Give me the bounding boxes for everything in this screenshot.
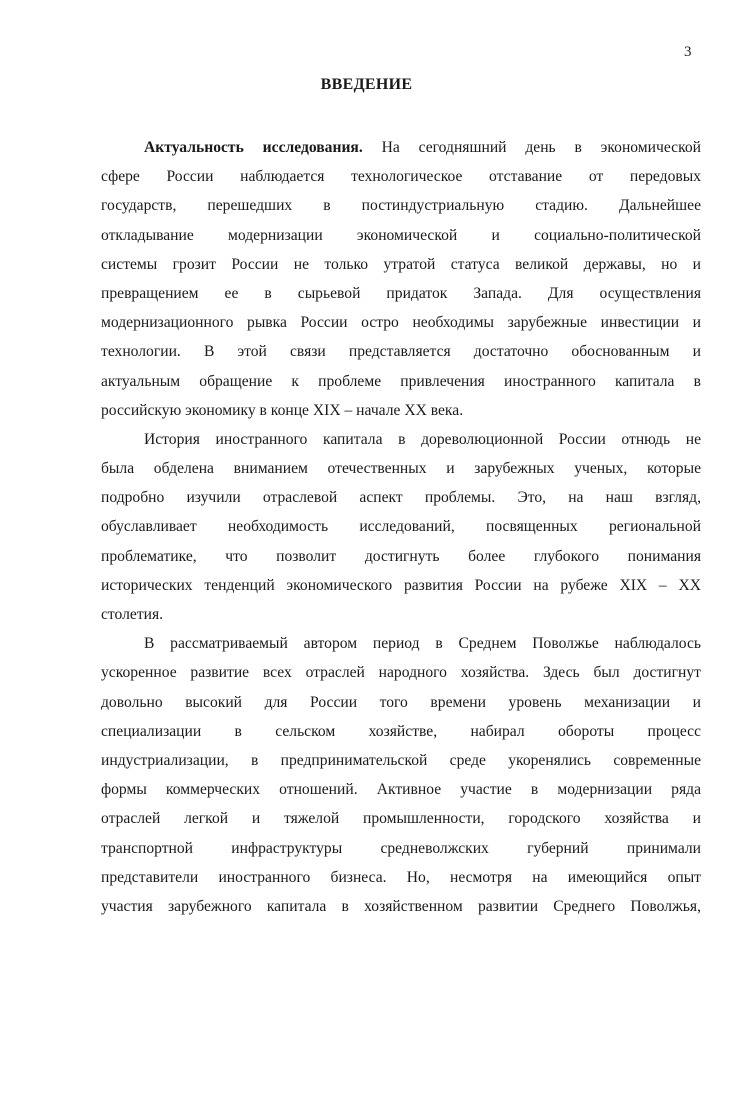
text-line: В рассматриваемый автором период в Среднем Поволжье наблюдалось <box>144 635 701 653</box>
text-line: откладывание модернизации экономической и социально-политической <box>101 226 701 244</box>
section-heading: ВВЕДЕНИЕ <box>320 76 413 93</box>
text-line: российскую экономику в конце XIX – начале XX века. <box>101 401 464 419</box>
text-line: столетия. <box>101 606 164 623</box>
text-line: обуславливает необходимость исследований, посвященных региональной <box>101 518 701 536</box>
page-number: 3 <box>684 44 692 60</box>
text-line: подробно изучили отраслевой аспект проблемы. Это, на наш взгляд, <box>101 489 701 507</box>
text-line: исторических тенденций экономического развития России на рубеже XIX – XX <box>101 576 701 594</box>
text-line: проблематике, что позволит достигнуть более глубокого понимания <box>101 547 701 565</box>
document-body <box>101 133 701 921</box>
text-line: участия зарубежного капитала в хозяйственном развитии Среднего Поволжья, <box>101 897 701 915</box>
bold-lead: Актуальность исследования. <box>144 139 363 156</box>
text-line: специализации в сельском хозяйстве, набирал обороты процесс <box>101 722 701 740</box>
text-line: ускоренное развитие всех отраслей народного хозяйства. Здесь был достигнут <box>101 664 701 682</box>
paragraph-historiography <box>101 425 701 629</box>
text-line: представители иностранного бизнеса. Но, несмотря на имеющийся опыт <box>101 868 701 886</box>
text-line: индустриализации, в предпринимательской среде укоренялись современные <box>101 751 701 769</box>
text-line: системы грозит России не только утратой статуса великой державы, но и <box>101 255 701 273</box>
paragraph-relevance <box>101 133 701 425</box>
text-line: государств, перешедших в постиндустриальную стадию. Дальнейшее <box>101 197 701 215</box>
text-line: технологии. В этой связи представляется достаточно обоснованным и <box>101 343 701 361</box>
text-line: транспортной инфраструктуры средневолжских губерний принимали <box>101 839 701 857</box>
text-line: отраслей легкой и тяжелой промышленности, городского хозяйства и <box>101 810 701 828</box>
text-line: была обделена вниманием отечественных и зарубежных ученых, которые <box>101 460 701 478</box>
text-line: актуальным обращение к проблеме привлечения иностранного капитала в <box>101 372 701 390</box>
text-line: сфере России наблюдается технологическое отставание от передовых <box>101 168 701 186</box>
text-line: формы коммерческих отношений. Активное участие в модернизации ряда <box>101 781 701 799</box>
text-line: модернизационного рывка России остро необходимы зарубежные инвестиции и <box>101 314 701 332</box>
text-line <box>101 133 701 162</box>
line-rest: На сегодняшний день в экономической <box>362 139 702 156</box>
text-line: История иностранного капитала в дореволюционной России отнюдь не <box>144 430 701 448</box>
paragraph-region <box>101 629 701 921</box>
text-line: превращением ее в сырьевой придаток Запада. Для осуществления <box>101 284 701 302</box>
text-line: довольно высокий для России того времени уровень механизации и <box>101 693 701 711</box>
